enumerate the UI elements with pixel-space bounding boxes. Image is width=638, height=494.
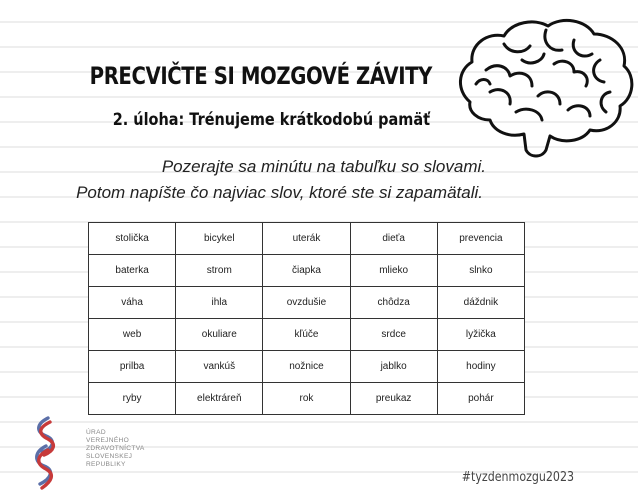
word-cell: slnko — [437, 255, 524, 287]
page-title: PRECVIČTE SI MOZGOVÉ ZÁVITY — [89, 62, 433, 90]
word-cell: kľúče — [263, 319, 350, 351]
word-cell: dáždnik — [437, 287, 524, 319]
table-row — [89, 383, 525, 415]
word-cell: elektráreň — [176, 383, 263, 415]
logo-line: SLOVENSKEJ — [86, 453, 133, 460]
word-cell: mlieko — [350, 255, 437, 287]
word-cell: pohár — [437, 383, 524, 415]
word-cell: strom — [176, 255, 263, 287]
uvz-logo-icon — [30, 416, 60, 492]
word-cell: uterák — [263, 223, 350, 255]
instruction-line-2: Potom napíšte čo najviac slov, ktoré ste si zapamätali. — [76, 183, 483, 202]
word-cell: lyžička — [437, 319, 524, 351]
logo-line: REPUBLIKY — [86, 461, 126, 468]
table-row — [89, 319, 525, 351]
logo-line: VEREJNÉHO — [86, 437, 130, 444]
word-cell: ryby — [89, 383, 176, 415]
word-cell: web — [89, 319, 176, 351]
instruction-line-1: Pozerajte sa minútu na tabuľku so slovami. — [161, 157, 486, 176]
word-cell: baterka — [89, 255, 176, 287]
brain-icon — [450, 14, 636, 162]
table-row — [89, 287, 525, 319]
word-cell: vankúš — [176, 351, 263, 383]
table-row — [89, 255, 525, 287]
table-row — [89, 223, 525, 255]
logo-line: ZDRAVOTNÍCTVA — [86, 445, 145, 452]
table-row — [89, 351, 525, 383]
page-subtitle: 2. úloha: Trénujeme krátkodobú pamäť — [112, 110, 430, 130]
uvz-logo-text — [86, 429, 176, 469]
word-cell: ihla — [176, 287, 263, 319]
word-cell: prilba — [89, 351, 176, 383]
word-cell: hodiny — [437, 351, 524, 383]
word-cell: stolička — [89, 223, 176, 255]
logo-line: ÚRAD — [86, 429, 106, 436]
word-cell: bicykel — [176, 223, 263, 255]
word-cell: prevencia — [437, 223, 524, 255]
word-table — [88, 222, 525, 415]
word-cell: váha — [89, 287, 176, 319]
word-cell: ovzdušie — [263, 287, 350, 319]
hashtag: #tyzdenmozgu2023 — [461, 470, 574, 485]
word-cell: okuliare — [176, 319, 263, 351]
word-cell: čiapka — [263, 255, 350, 287]
word-cell: rok — [263, 383, 350, 415]
word-cell: jablko — [350, 351, 437, 383]
word-cell: srdce — [350, 319, 437, 351]
word-cell: nožnice — [263, 351, 350, 383]
word-cell: chôdza — [350, 287, 437, 319]
word-cell: dieťa — [350, 223, 437, 255]
word-cell: preukaz — [350, 383, 437, 415]
